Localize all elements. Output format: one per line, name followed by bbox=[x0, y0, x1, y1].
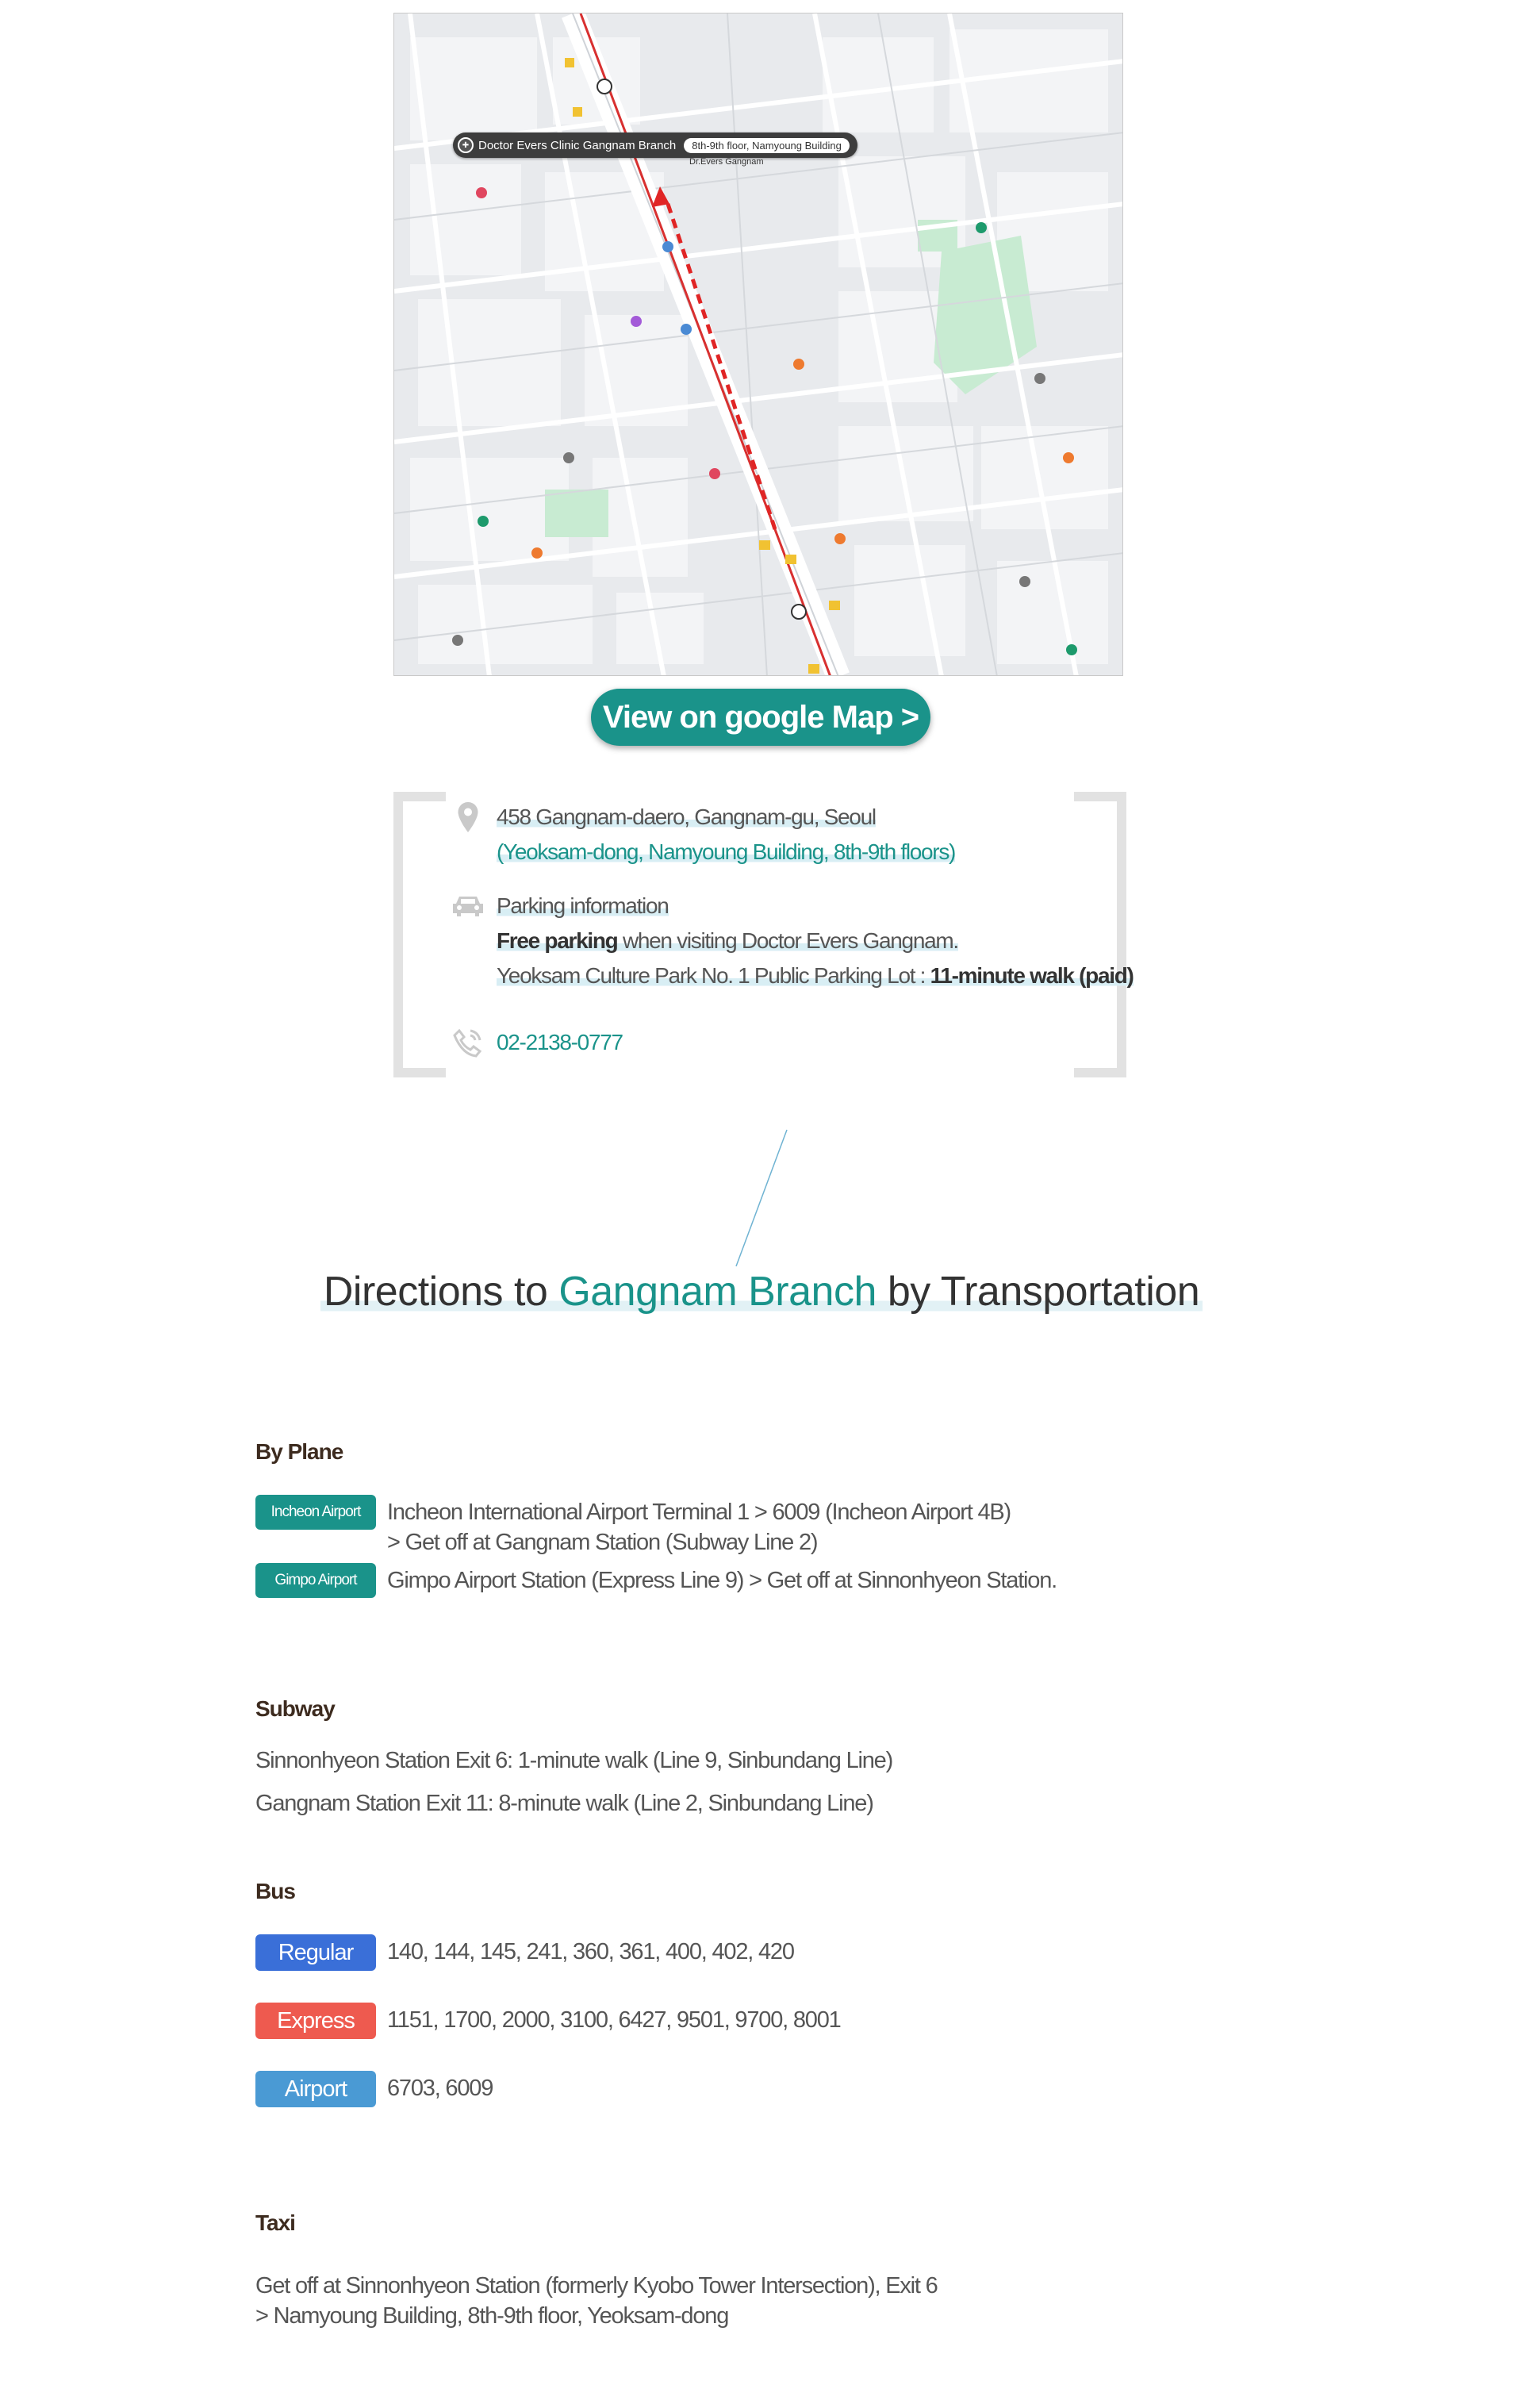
plane-item-gimpo bbox=[255, 1563, 1057, 1598]
phone-number[interactable]: 02-2138-0777 bbox=[497, 1030, 623, 1054]
bus-airport-routes: 6703, 6009 bbox=[387, 2076, 493, 2101]
phone-row bbox=[451, 1025, 623, 1060]
bus-heading: Bus bbox=[255, 1879, 295, 1903]
bus-regular-row bbox=[255, 1934, 794, 1971]
bus-airport-row bbox=[255, 2071, 493, 2107]
parking-free-bold: Free parking bbox=[497, 928, 618, 953]
map-pin-floor: 8th-9th floor, Namyoung Building bbox=[684, 138, 850, 153]
plane-heading: By Plane bbox=[255, 1439, 343, 1464]
car-icon bbox=[451, 889, 485, 924]
title-highlight: Gangnam Branch bbox=[558, 1269, 877, 1315]
map-graphic bbox=[394, 13, 1123, 676]
incheon-airport-tag: Incheon Airport bbox=[255, 1495, 376, 1530]
info-bracket-left bbox=[393, 792, 446, 1077]
gimpo-route-line: Gimpo Airport Station (Express Line 9) > Get off at Sinnonhyeon Station. bbox=[387, 1568, 1057, 1593]
parking-public-bold: 11-minute walk (paid) bbox=[930, 963, 1134, 988]
title-post: by Transportation bbox=[876, 1269, 1200, 1315]
subway-line-1: Sinnonhyeon Station Exit 6: 1-minute walk (Line 9, Sinbundang Line) bbox=[255, 1748, 893, 1773]
parking-row bbox=[451, 889, 1134, 993]
section-title bbox=[0, 1268, 1523, 1315]
gimpo-airport-tag: Gimpo Airport bbox=[255, 1563, 376, 1598]
taxi-line-2: > Namyoung Building, 8th-9th floor, Yeoksam-dong bbox=[255, 2303, 729, 2329]
view-google-map-button[interactable]: View on google Map > bbox=[591, 689, 930, 746]
phone-icon bbox=[451, 1025, 485, 1060]
plane-item-incheon bbox=[255, 1495, 1011, 1557]
clinic-marker-icon: ✚ bbox=[458, 137, 474, 153]
subway-line-2: Gangnam Station Exit 11: 8-minute walk (Line 2, Sinbundang Line) bbox=[255, 1791, 873, 1816]
subway-heading: Subway bbox=[255, 1696, 335, 1721]
title-pre: Directions to bbox=[323, 1269, 559, 1315]
bus-regular-routes: 140, 144, 145, 241, 360, 361, 400, 402, 420 bbox=[387, 1939, 794, 1964]
map-clinic-marker[interactable] bbox=[453, 132, 857, 158]
location-pin-icon bbox=[451, 800, 485, 835]
incheon-route-line2: > Get off at Gangnam Station (Subway Line 2) bbox=[387, 1530, 818, 1555]
diagonal-divider bbox=[730, 1127, 793, 1269]
address-row bbox=[451, 800, 955, 870]
parking-free-rest: when visiting Doctor Evers Gangnam. bbox=[617, 928, 958, 953]
bus-express-routes: 1151, 1700, 2000, 3100, 6427, 9501, 9700, 8001 bbox=[387, 2007, 841, 2033]
parking-public: Yeoksam Culture Park No. 1 Public Parking Lot : bbox=[497, 963, 930, 988]
taxi-line-1: Get off at Sinnonhyeon Station (formerly Kyobo Tower Intersection), Exit 6 bbox=[255, 2273, 938, 2299]
address-line1: 458 Gangnam-daero, Gangnam-gu, Seoul bbox=[497, 805, 876, 829]
taxi-heading: Taxi bbox=[255, 2210, 295, 2235]
location-map[interactable] bbox=[393, 13, 1123, 676]
bus-express-row bbox=[255, 2003, 841, 2039]
address-line2: (Yeoksam-dong, Namyoung Building, 8th-9th floors) bbox=[497, 839, 956, 864]
incheon-route-line1: Incheon International Airport Terminal 1 > 6009 (Incheon Airport 4B) bbox=[387, 1500, 1011, 1525]
bus-regular-tag: Regular bbox=[255, 1934, 376, 1971]
parking-title: Parking information bbox=[497, 893, 669, 918]
map-pin-sublabel: Dr.Evers Gangnam bbox=[689, 157, 764, 167]
bus-express-tag: Express bbox=[255, 2003, 376, 2039]
bus-airport-tag: Airport bbox=[255, 2071, 376, 2107]
map-pin-label-text: Doctor Evers Clinic Gangnam Branch bbox=[478, 138, 677, 152]
